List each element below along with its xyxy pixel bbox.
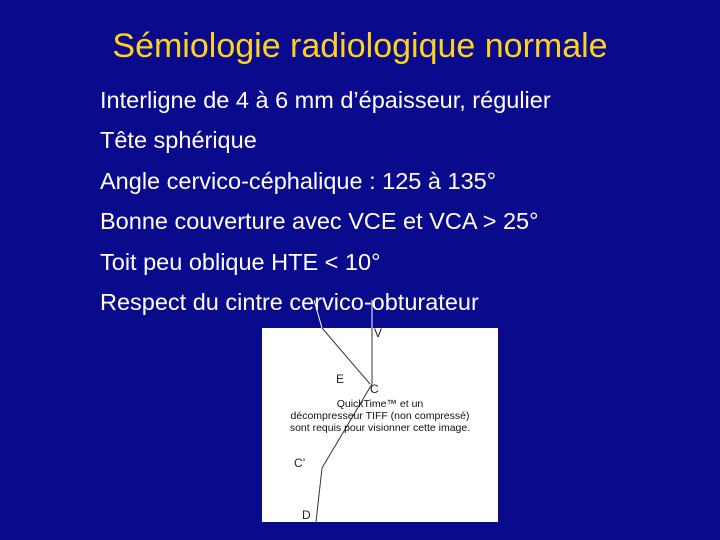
figure-top-lines <box>314 300 404 330</box>
quicktime-line: sont requis pour visionner cette image. <box>289 422 471 434</box>
bullet-list <box>100 80 551 322</box>
label-e: E <box>336 372 345 386</box>
bullet-item: Bonne couverture avec VCE et VCA > 25° <box>100 208 539 235</box>
quicktime-line: QuickTime™ et un <box>336 398 424 410</box>
outline-line-left <box>314 300 322 328</box>
bullet-item: Interligne de 4 à 6 mm d’épaisseur, régulier <box>100 87 551 113</box>
bullet-item: Respect du cintre cervico-obturateur <box>100 289 479 316</box>
bullet-item: Angle cervico-céphalique : 125 à 135° <box>100 167 497 194</box>
bullet-item: Toit peu oblique HTE < 10° <box>100 248 381 275</box>
label-v: V <box>374 326 383 340</box>
quicktime-notice <box>262 398 498 434</box>
hip-diagram-figure <box>262 328 498 522</box>
quicktime-line: décompresseur TIFF (non compressé) <box>290 410 470 422</box>
label-d: D <box>302 508 311 522</box>
slide-title: Sémiologie radiologique normale <box>112 27 608 65</box>
oblique-line-upper <box>322 328 370 384</box>
lower-line <box>316 468 322 522</box>
label-c: C <box>370 382 379 396</box>
bullet-item: Tête sphérique <box>100 127 257 154</box>
label-c-prime: C’ <box>294 456 306 470</box>
